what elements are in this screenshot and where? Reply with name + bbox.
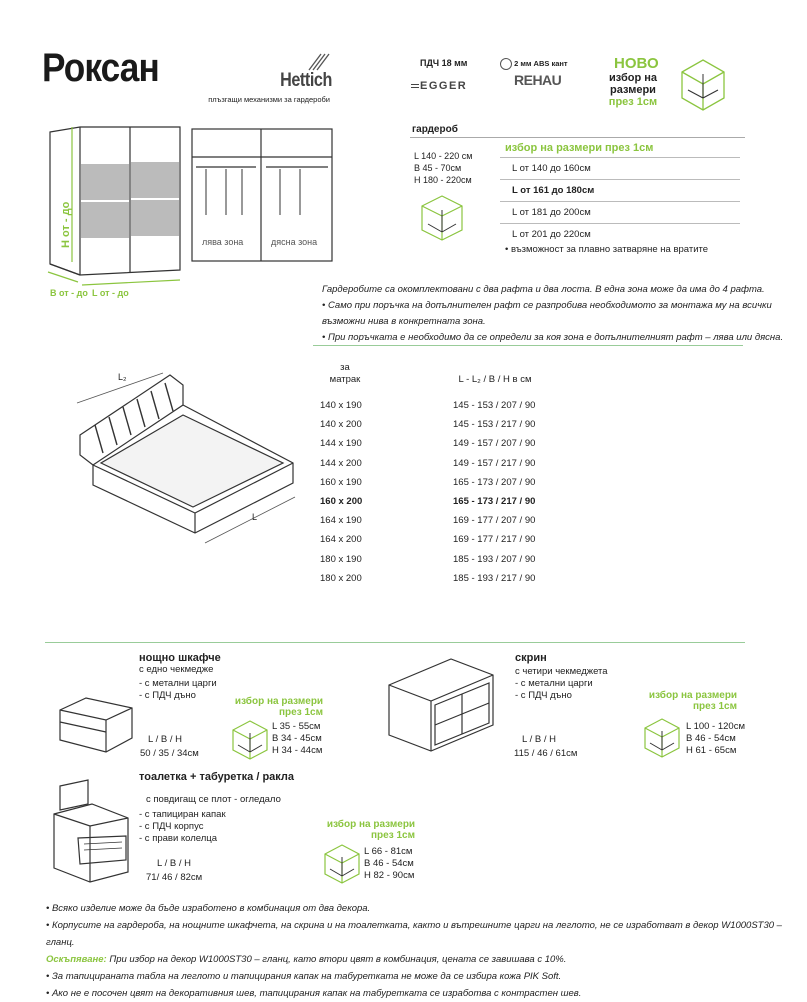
chest-features: - с метални царги - с ПДЧ дъно	[515, 678, 593, 701]
hettich-mark-icon	[307, 50, 331, 72]
vanity-features: - с тапициран капак - с ПДЧ корпус - с прави колелца	[139, 809, 226, 844]
nightstand-choice-title: избор на размери през 1см	[234, 696, 324, 718]
bed-table-row	[320, 515, 550, 534]
chest-drawing	[385, 655, 500, 755]
chest-ranges: L 100 - 120см B 46 - 54см H 61 - 65см	[686, 721, 745, 756]
bed-dimensions: 149 - 157 / 217 / 90	[453, 457, 536, 469]
mattress-size: 164 x 190	[320, 515, 362, 527]
wardrobe-ranges	[500, 157, 740, 245]
rehau-logo: REHAU	[514, 72, 562, 88]
chest-dims-label: L / B / H	[522, 734, 556, 745]
range-row: L от 140 до 160см	[500, 157, 740, 179]
mattress-size: 160 x 200	[320, 495, 363, 507]
bed-l2-label: L₂	[118, 372, 127, 382]
egger-logo	[411, 80, 467, 92]
mattress-size: 144 x 200	[320, 457, 362, 469]
rehau-circle-icon	[500, 58, 512, 70]
nightstand-features: - с метални царги - с ПДЧ дъно	[139, 678, 217, 701]
l-label: L от - до	[92, 288, 129, 298]
left-zone-label: лява зона	[202, 237, 244, 247]
wardrobe-choice-title: избор на размери през 1см	[505, 142, 654, 154]
chest-cube-icon	[642, 716, 682, 760]
bed-dimensions: 165 - 173 / 207 / 90	[453, 476, 536, 488]
vanity-ranges: L 66 - 81см B 46 - 54см H 82 - 90см	[364, 846, 415, 881]
novo-label: НОВО	[614, 55, 659, 72]
wardrobe-description: Гардеробите са окомплектовани с два рафта и два лоста. В една зона може да има до 4 рафта. • Само при поръчка на допълнителен рафт се разпробива необходимото за монтажа му на всички възможни нива в конкретната зона. • При поръчката е необходимо да се определи за коя зона е допълнителният рафт – лява или дясна.	[322, 284, 784, 343]
nightstand-ranges: L 35 - 55см B 34 - 45см H 34 - 44см	[272, 721, 323, 756]
height-label: H от - до	[60, 201, 72, 248]
hettich-name: Hettich	[280, 70, 332, 91]
bed-col1-header: за матрак	[329, 362, 361, 385]
chest-dims: 115 / 46 / 61см	[514, 748, 578, 759]
nightstand-title: нощно шкафче	[139, 652, 221, 664]
size-cube-icon	[678, 54, 728, 112]
mattress-size: 160 x 190	[320, 476, 362, 488]
bed-table-row	[320, 419, 550, 438]
vanity-dims: 71/ 46 / 82см	[146, 872, 203, 883]
nightstand-dims: 50 / 35 / 34см	[140, 748, 199, 759]
chest-choice-title: избор на размери през 1см	[648, 690, 738, 712]
bed-table-row	[320, 438, 550, 457]
bed-dimensions: 169 - 177 / 207 / 90	[453, 515, 536, 527]
bed-table-row	[320, 573, 550, 592]
bed-table-row	[320, 458, 550, 477]
novo-text: избор на размери през 1см	[608, 72, 658, 108]
abs-label: 2 мм ABS кант	[500, 58, 568, 70]
bed-table	[320, 400, 550, 592]
bed-drawing	[65, 365, 305, 545]
bed-dimensions: 169 - 177 / 217 / 90	[453, 534, 536, 546]
chest-sub: с четири чекмеджета	[515, 666, 608, 677]
bed-dimensions: 145 - 153 / 207 / 90	[453, 400, 536, 411]
vanity-drawing	[48, 778, 138, 883]
wardrobe-dims: L 140 - 220 см B 45 - 70см H 180 - 220см	[414, 151, 473, 185]
wardrobe-label: гардероб	[412, 124, 458, 135]
hettich-subtitle: плъзгащи механизми за гардероби	[208, 95, 330, 104]
mattress-size: 180 x 190	[320, 553, 362, 565]
wardrobe-cube-icon	[418, 192, 466, 244]
bed-dimensions: 149 - 157 / 207 / 90	[453, 438, 536, 450]
bed-table-row	[320, 554, 550, 573]
bed-dimensions: 165 - 173 / 217 / 90	[453, 495, 536, 507]
range-row: L от 161 до 180см	[500, 179, 740, 201]
page-title: Роксан	[42, 46, 159, 90]
bed-dimensions: 185 - 193 / 207 / 90	[453, 553, 536, 565]
nightstand-drawing	[56, 694, 136, 756]
egger-name: EGGER	[420, 80, 468, 92]
vanity-cube-icon	[322, 842, 362, 886]
bed-table-row	[320, 496, 550, 515]
bed-dimensions: 145 - 153 / 217 / 90	[453, 419, 536, 431]
vanity-dims-label: L / B / H	[157, 858, 191, 869]
b-label: B от - до	[50, 288, 88, 298]
vanity-title: тоалетка + табуретка / ракла	[139, 771, 295, 783]
bed-table-row	[320, 477, 550, 496]
bed-col2-header: L - L₂ / B / H в см	[458, 374, 532, 385]
footer-notes: • Всяко изделие може да бъде изработено в комбинация от два декора. • Корпусите на гардероба, на нощните шкафчета, на скрина и на тоалетката, както и вътрешните царги на леглото, не се изработват в декор W1000ST30 – гланц. Оскъпяване: При избор на декор W1000ST30 – гланц, като втори цвят в комбинация, цената се завишава с 10%. • За тапицираната табла на леглото и тапицирания капак на табуретката не може да се избира кожа PIK Soft. • Ако не е посочен цвят на декоративния шев, тапицирания капак на табуретката се изработва с контрастен шев.	[46, 903, 782, 999]
wardrobe-note: • възможност за плавно затваряне на вратите	[505, 244, 709, 255]
nightstand-sub: с едно чекмедже	[139, 664, 214, 675]
bed-table-row	[320, 534, 550, 553]
range-row: L от 181 до 200см	[500, 201, 740, 223]
range-row: L от 201 до 220см	[500, 223, 740, 245]
bed-dimensions: 185 - 193 / 217 / 90	[453, 572, 536, 584]
mattress-size: 144 x 190	[320, 438, 362, 450]
pdch-label: ПДЧ 18 мм	[420, 58, 468, 68]
nightstand-dims-label: L / B / H	[148, 734, 182, 745]
chest-title: скрин	[515, 652, 547, 664]
bed-table-row	[320, 400, 550, 419]
vanity-choice-title: избор на размери през 1см	[326, 819, 416, 841]
bed-l-label: L	[252, 512, 258, 522]
mattress-size: 164 x 200	[320, 534, 362, 546]
mattress-size: 140 x 190	[320, 400, 362, 411]
vanity-sub: с повдигащ се плот - огледало	[146, 794, 281, 805]
nightstand-cube-icon	[230, 718, 270, 762]
mattress-size: 140 x 200	[320, 419, 362, 431]
mattress-size: 180 x 200	[320, 572, 362, 584]
right-zone-label: дясна зона	[271, 237, 318, 247]
